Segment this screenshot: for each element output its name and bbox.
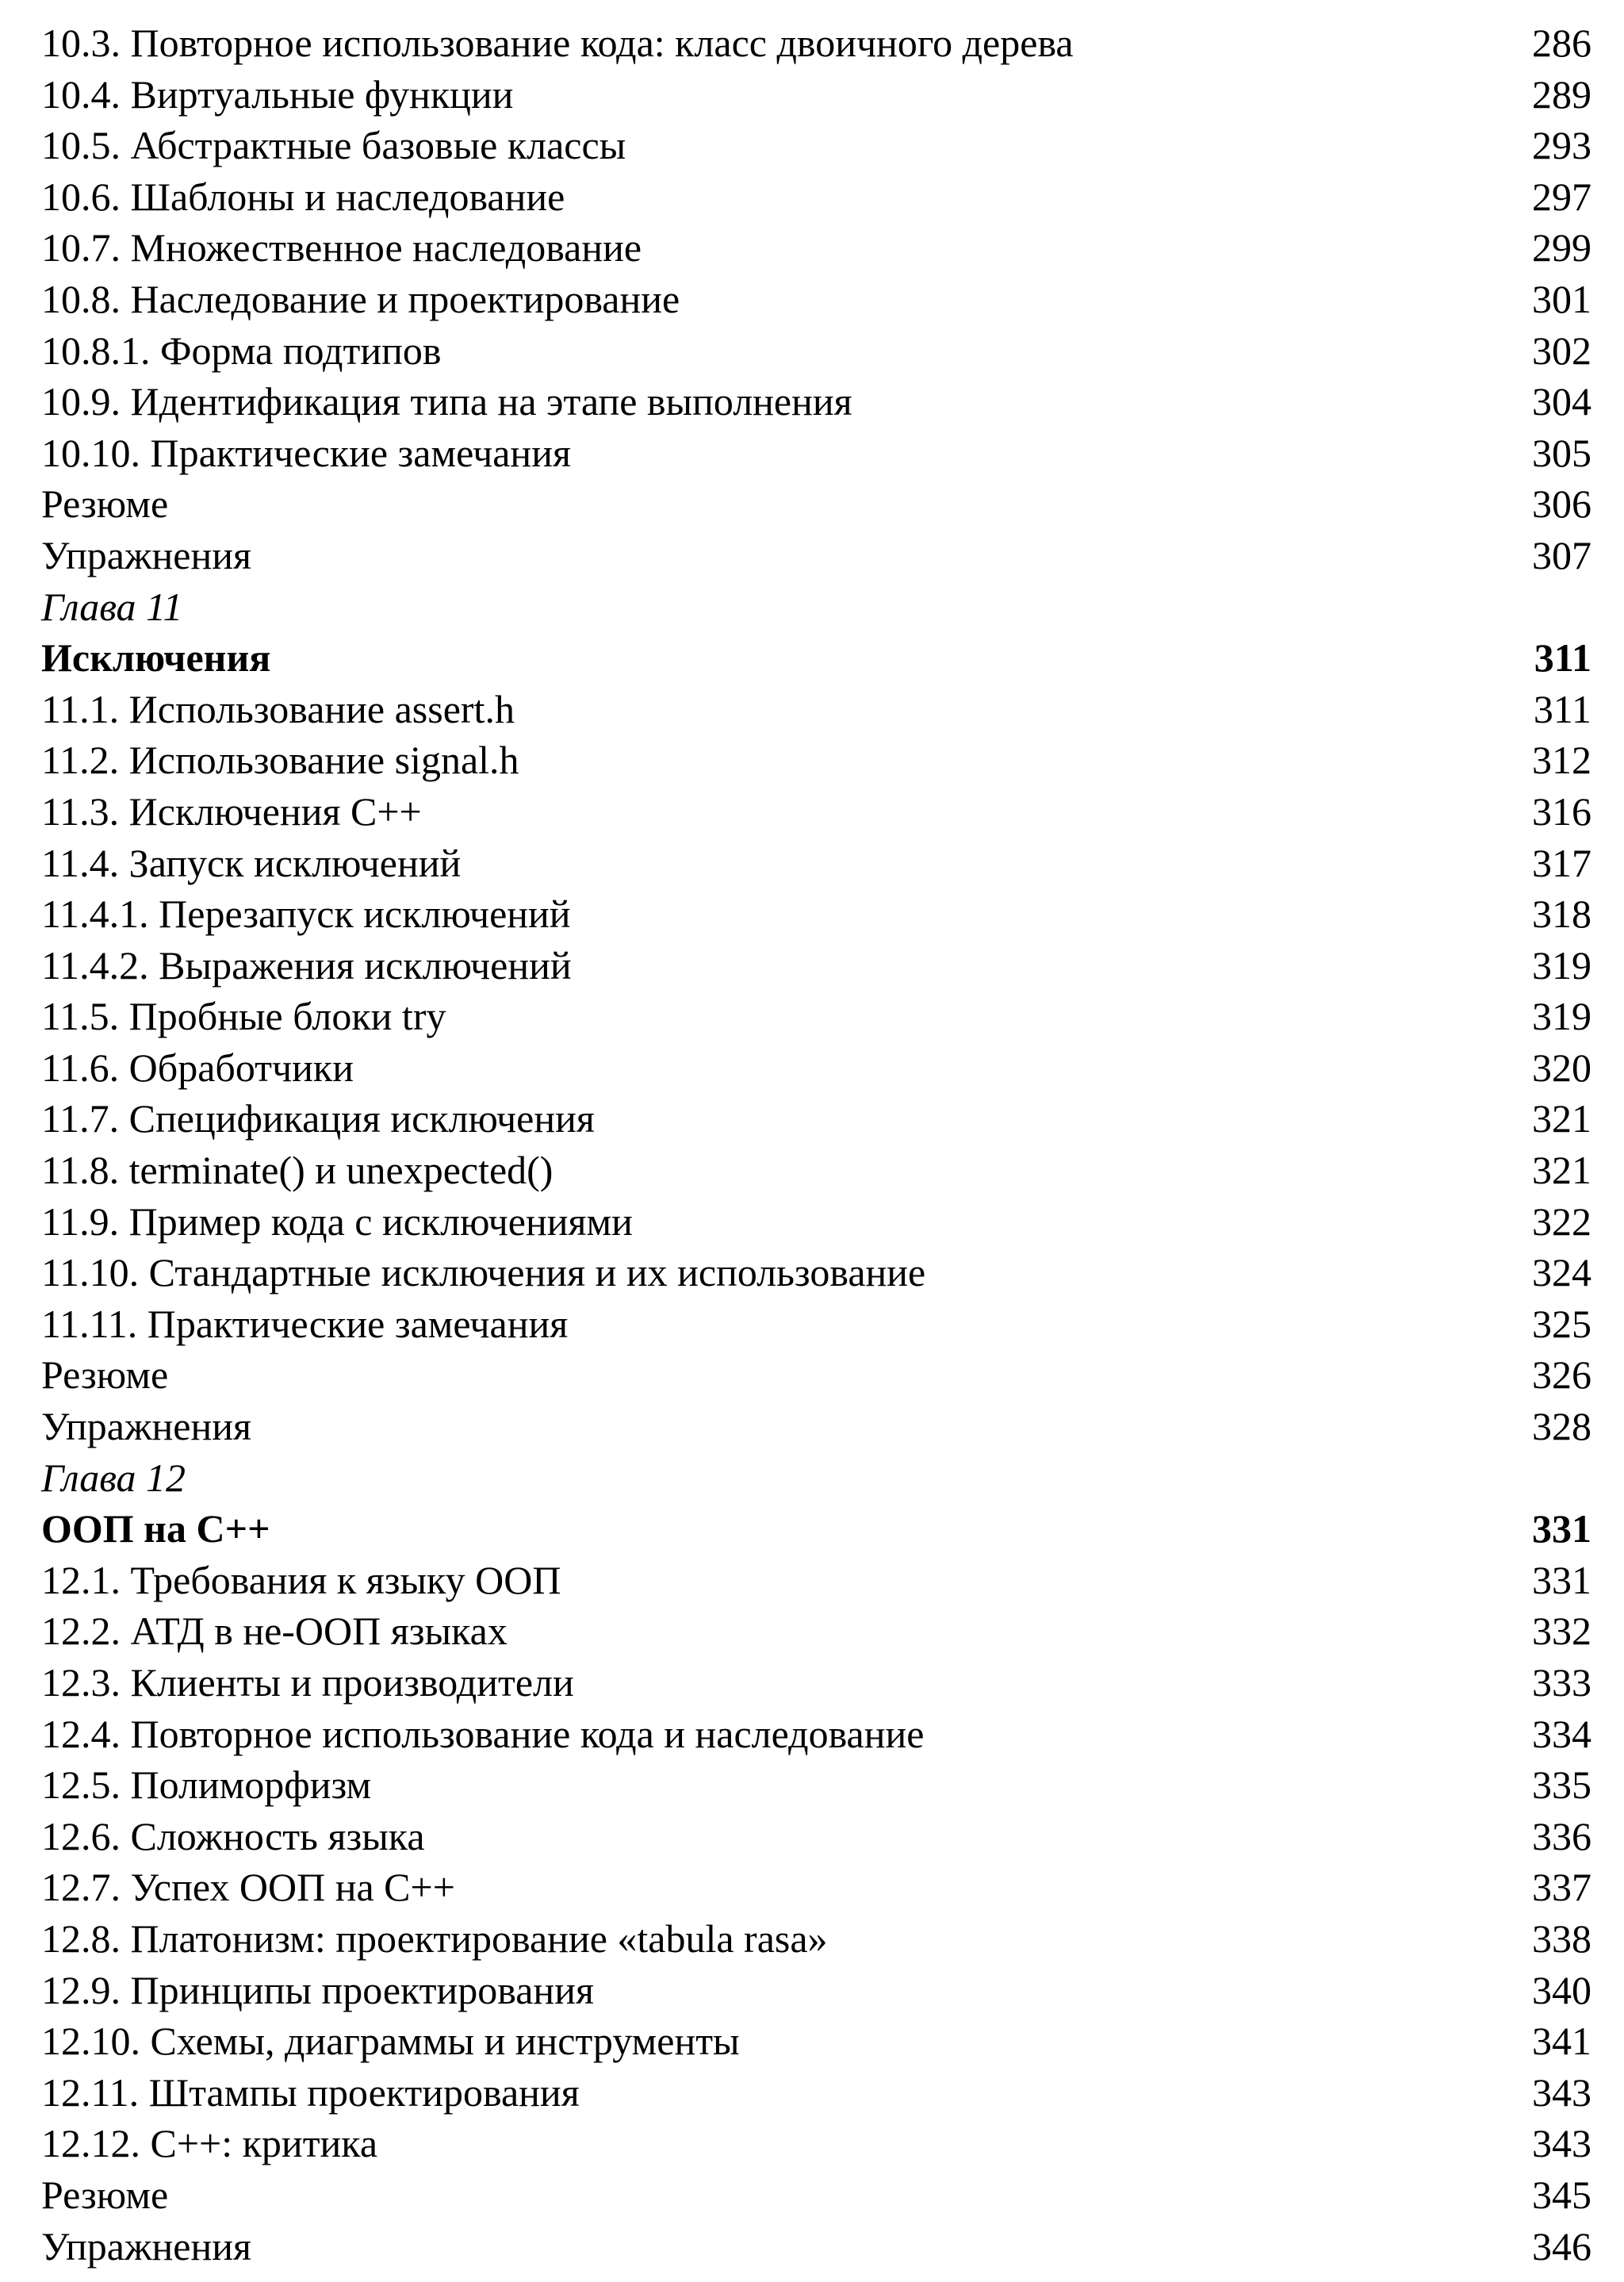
toc-entry-page: 297 xyxy=(1532,174,1591,219)
toc-chapter-title xyxy=(41,1503,1591,1555)
toc-entry xyxy=(41,1913,1591,1965)
toc-entry-title: 11.10. Стандартные исключения и их использование xyxy=(41,1250,926,1295)
toc-entry-title: 12.1. Требования к языку ООП xyxy=(41,1557,561,1602)
toc-entry-page: 302 xyxy=(1532,328,1591,373)
toc-entry-title: 10.6. Шаблоны и наследование xyxy=(41,174,565,219)
toc-entry-page: 305 xyxy=(1532,430,1591,475)
toc-entry-page: 321 xyxy=(1532,1096,1591,1141)
toc-entry xyxy=(41,1247,1591,1298)
toc-entry xyxy=(41,274,1591,325)
toc-entry-page: 319 xyxy=(1532,994,1591,1039)
toc-entry-title: 12.6. Сложность языка xyxy=(41,1813,425,1858)
toc-chapter-title xyxy=(41,632,1591,684)
toc-entry-page: 328 xyxy=(1532,1404,1591,1449)
toc-entry-title: 12.9. Принципы проектирования xyxy=(41,1967,594,2012)
toc-entry-page: 341 xyxy=(1532,2019,1591,2064)
toc-entry xyxy=(41,1965,1591,2016)
toc-entry xyxy=(41,2118,1591,2169)
toc-entry-title: Упражнения xyxy=(41,2223,251,2269)
toc-entry-page: 322 xyxy=(1532,1199,1591,1244)
toc-entry-page: 289 xyxy=(1532,71,1591,117)
toc-entry-page: 319 xyxy=(1532,942,1591,988)
toc-entry xyxy=(41,1401,1591,1452)
toc-entry-title: 11.9. Пример кода с исключениями xyxy=(41,1199,633,1244)
toc-entry xyxy=(41,2169,1591,2221)
toc-entry-title: 10.8.1. Форма подтипов xyxy=(41,328,442,373)
toc-entry xyxy=(41,734,1591,786)
toc-entry xyxy=(41,222,1591,274)
toc-entry-page: 318 xyxy=(1532,892,1591,937)
toc-entry-page: 333 xyxy=(1532,1660,1591,1705)
toc-entry xyxy=(41,530,1591,581)
toc-entry-page: 311 xyxy=(1534,635,1591,681)
toc-entry-title: Исключения xyxy=(41,635,271,681)
toc-entry-title: 10.9. Идентификация типа на этапе выполнения xyxy=(41,379,852,424)
toc-entry xyxy=(41,376,1591,428)
toc-entry xyxy=(41,2221,1591,2272)
toc-entry-page: 311 xyxy=(1533,686,1591,731)
toc-entry-page: 324 xyxy=(1532,1250,1591,1295)
toc-entry-title: 10.5. Абстрактные базовые классы xyxy=(41,123,626,168)
toc-entry xyxy=(41,786,1591,838)
toc-entry-title: 11.2. Использование signal.h xyxy=(41,738,519,783)
toc-entry-page: 316 xyxy=(1532,788,1591,834)
toc-entry-page: 335 xyxy=(1532,1762,1591,1808)
toc-entry-page: 320 xyxy=(1532,1045,1591,1090)
toc-entry-title: Резюме xyxy=(41,2172,169,2217)
toc-entry-page: 340 xyxy=(1532,1967,1591,2012)
toc-entry-title: 12.10. Схемы, диаграммы и инструменты xyxy=(41,2019,740,2064)
toc-entry-title: Резюме xyxy=(41,1352,169,1398)
toc-entry-page: 346 xyxy=(1532,2223,1591,2269)
toc-entry-title: 11.11. Практические замечания xyxy=(41,1301,569,1346)
toc-entry-title: 12.11. Штампы проектирования xyxy=(41,2069,580,2115)
table-of-contents xyxy=(41,17,1591,2272)
toc-entry-title: 12.7. Успех ООП на С++ xyxy=(41,1865,455,1910)
toc-entry-title: 12.2. АТД в не-ООП языках xyxy=(41,1609,508,1654)
toc-chapter-label xyxy=(41,1452,1591,1504)
toc-entry-title: 11.1. Использование assert.h xyxy=(41,686,515,731)
toc-entry xyxy=(41,1605,1591,1657)
toc-entry-page: 343 xyxy=(1532,2121,1591,2166)
toc-entry xyxy=(41,888,1591,940)
toc-entry-title: 11.4.1. Перезапуск исключений xyxy=(41,892,571,937)
toc-entry-title: 11.8. terminate() и unexpected() xyxy=(41,1148,553,1193)
toc-entry xyxy=(41,991,1591,1042)
toc-entry-title: 11.7. Спецификация исключения xyxy=(41,1096,595,1141)
toc-entry-page: 326 xyxy=(1532,1352,1591,1398)
toc-entry xyxy=(41,428,1591,479)
toc-entry-title: 10.3. Повторное использование кода: класс двоичного дерева xyxy=(41,21,1074,65)
toc-entry-title: Глава 11 xyxy=(41,584,183,629)
toc-entry-page: 304 xyxy=(1532,379,1591,424)
toc-entry-page: 321 xyxy=(1532,1148,1591,1193)
toc-entry-title: Резюме xyxy=(41,481,169,527)
toc-entry-page: 331 xyxy=(1532,1506,1591,1551)
toc-entry-page: 286 xyxy=(1532,21,1591,65)
toc-entry-page: 338 xyxy=(1532,1916,1591,1961)
toc-entry-title: 10.8. Наследование и проектирование xyxy=(41,276,680,321)
toc-entry xyxy=(41,1657,1591,1709)
toc-entry xyxy=(41,2067,1591,2119)
toc-entry-page: 345 xyxy=(1532,2172,1591,2217)
toc-entry xyxy=(41,1093,1591,1145)
toc-entry-page: 293 xyxy=(1532,123,1591,168)
toc-entry-page: 332 xyxy=(1532,1609,1591,1654)
toc-entry-title: 11.6. Обработчики xyxy=(41,1045,354,1090)
toc-entry-title: 12.8. Платонизм: проектирование «tabula rasa» xyxy=(41,1916,828,1961)
toc-entry-title: 12.4. Повторное использование кода и наследование xyxy=(41,1711,925,1756)
toc-entry-page: 306 xyxy=(1532,481,1591,527)
toc-entry xyxy=(41,17,1591,69)
toc-entry-title: Упражнения xyxy=(41,1404,251,1449)
toc-entry xyxy=(41,2015,1591,2067)
toc-entry-title: 12.5. Полиморфизм xyxy=(41,1762,372,1808)
toc-entry-page: 343 xyxy=(1532,2069,1591,2115)
toc-entry-title: 10.10. Практические замечания xyxy=(41,430,571,475)
toc-entry xyxy=(41,1298,1591,1350)
toc-entry-title: 12.3. Клиенты и производители xyxy=(41,1660,574,1705)
toc-entry-title: Упражнения xyxy=(41,532,251,577)
toc-entry xyxy=(41,1811,1591,1862)
toc-entry-page: 312 xyxy=(1532,738,1591,783)
toc-entry xyxy=(41,1709,1591,1760)
toc-entry xyxy=(41,69,1591,121)
toc-entry-title: ООП на С++ xyxy=(41,1506,270,1551)
toc-entry xyxy=(41,1196,1591,1248)
toc-entry-page: 307 xyxy=(1532,532,1591,577)
toc-entry-title: 11.3. Исключения C++ xyxy=(41,788,422,834)
toc-entry xyxy=(41,1349,1591,1401)
toc-entry xyxy=(41,120,1591,171)
toc-entry-title: 11.4.2. Выражения исключений xyxy=(41,942,572,988)
toc-entry xyxy=(41,1145,1591,1196)
toc-entry-title: 12.12. С++: критика xyxy=(41,2121,378,2166)
toc-entry xyxy=(41,1555,1591,1606)
toc-entry-page: 299 xyxy=(1532,225,1591,270)
toc-entry xyxy=(41,325,1591,377)
toc-entry-page: 331 xyxy=(1532,1557,1591,1602)
toc-entry-title: 11.5. Пробные блоки try xyxy=(41,994,446,1039)
toc-entry-page: 325 xyxy=(1532,1301,1591,1346)
toc-entry xyxy=(41,940,1591,991)
toc-entry-page: 334 xyxy=(1532,1711,1591,1756)
toc-entry xyxy=(41,684,1591,735)
toc-entry-page: 336 xyxy=(1532,1813,1591,1858)
toc-entry xyxy=(41,478,1591,530)
toc-entry-page: 337 xyxy=(1532,1865,1591,1910)
toc-entry xyxy=(41,838,1591,889)
toc-entry-title: Глава 12 xyxy=(41,1455,186,1500)
toc-chapter-label xyxy=(41,581,1591,633)
toc-entry xyxy=(41,1042,1591,1094)
toc-entry xyxy=(41,1759,1591,1811)
toc-entry-title: 10.4. Виртуальные функции xyxy=(41,71,514,117)
toc-entry xyxy=(41,1862,1591,1913)
toc-entry-title: 11.4. Запуск исключений xyxy=(41,840,462,885)
toc-entry-page: 301 xyxy=(1532,276,1591,321)
toc-entry-title: 10.7. Множественное наследование xyxy=(41,225,642,270)
toc-entry xyxy=(41,171,1591,223)
toc-entry-page: 317 xyxy=(1532,840,1591,885)
